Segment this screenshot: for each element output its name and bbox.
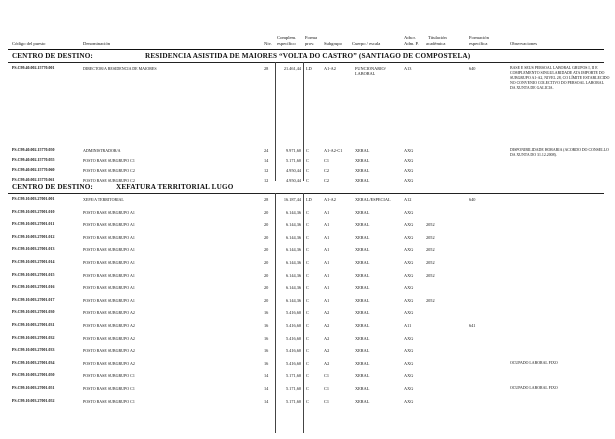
level: 14 [264,158,269,163]
admin-assignment: AXG [404,336,414,341]
position-denomination: DIRECTOR/A RESIDENCIA DE MAIORES [83,66,157,71]
position-denomination: POSTO BASE SUBGRUPO A1 [83,247,135,252]
position-denomination: POSTO BASE SUBGRUPO A1 [83,285,135,290]
position-denomination: POSTO BASE SUBGRUPO A2 [83,336,135,341]
subgroup: A1 [324,273,330,278]
admin-assignment: AXG [404,222,414,227]
corps-scale: XERAL [355,178,370,183]
provision-form: C [306,399,309,404]
level: 20 [264,260,269,265]
table-row [0,222,615,232]
subgroup: C1 [324,399,330,404]
position-code: PS.C99.10.003.27001.017 [12,298,55,302]
level: 24 [264,148,269,153]
corps-scale: XERAL [355,323,370,328]
position-code: PS.C99.10.003.27001.012 [12,235,55,239]
col-header-observaciones: Observaciones [510,41,538,46]
position-denomination: POSTO BASE SUBGRUPO A1 [83,273,135,278]
specific-complement: 6.144,36 [285,247,301,252]
provision-form: C [306,373,309,378]
position-code: PS.C99.10.003.27001.016 [12,285,55,289]
table-row [0,158,615,168]
level: 20 [264,247,269,252]
position-code: PS.C99.40.002.15770.050 [12,148,55,152]
col-header-forma-1: Forma [305,35,317,40]
corps-scale: FUNCIONARIO/ LABORAL [355,66,386,76]
admin-assignment: AXG [404,260,414,265]
specific-complement: 5.416,60 [285,361,301,366]
position-denomination: POSTO BASE SUBGRUPO C1 [83,399,135,404]
col-header-titulacion-2: académica [426,41,446,46]
admin-assignment: AXG [404,210,414,215]
specific-complement: 5.171,60 [285,373,301,378]
table-row [0,361,615,371]
level: 20 [264,235,269,240]
subgroup: A1 [324,235,330,240]
corps-scale: XERAL [355,260,370,265]
specific-complement: 5.171,60 [285,386,301,391]
corps-scale: XERAL [355,298,370,303]
admin-assignment: AXG [404,399,414,404]
subgroup: C1 [324,386,330,391]
level: 28 [264,66,269,71]
level: 16 [264,348,269,353]
position-denomination: POSTO BASE SUBGRUPO C1 [83,158,135,163]
column-separator [303,62,304,181]
specific-complement: 6.144,36 [285,235,301,240]
admin-assignment: AXG [404,148,414,153]
corps-scale: XERAL [355,285,370,290]
table-row [0,247,615,257]
position-code: PS.C99.10.003.27001.013 [12,247,55,251]
table-row [0,285,615,295]
position-denomination: ADMINISTRADOR/A [83,148,121,153]
col-header-corpo: Cuerpo / escala [352,41,381,46]
corps-scale: XERAL [355,168,370,173]
observations: OCUPADO LABORAL FIXO [510,361,558,365]
subgroup: A2 [324,310,330,315]
admin-assignment: AXG [404,361,414,366]
header-rule [8,49,604,50]
position-denomination: POSTO BASE SUBGRUPO A1 [83,210,135,215]
position-code: PS.C99.10.003.27001.033 [12,348,55,352]
specific-complement: 16.187,44 [283,197,301,202]
position-code: PS.C99.10.003.27001.034 [12,361,55,365]
level: 16 [264,310,269,315]
level: 14 [264,399,269,404]
position-code: PS.C99.40.002.15770.001 [12,66,55,70]
col-header-forma-2: prov. [305,41,315,46]
level: 28 [264,197,269,202]
corps-scale: XERAL [355,222,370,227]
position-code: PS.C99.10.003.27001.031 [12,323,55,327]
table-row [0,386,615,396]
observations: DISPONIBILIDADE HORARIA (ACORDO DO CONSELLO DA XUNTA DO 31.12.2008). [510,148,609,157]
level: 12 [264,168,269,173]
position-denomination: POSTO BASE SUBGRUPO A1 [83,235,135,240]
table-row [0,235,615,245]
subgroup: A1-A2 [324,66,336,71]
provision-form: C [306,168,309,173]
admin-assignment: AXG [404,310,414,315]
position-denomination: POSTO BASE SUBGRUPO C2 [83,178,135,183]
specific-complement: 6.144,36 [285,285,301,290]
provision-form: C [306,310,309,315]
provision-form: C [306,260,309,265]
col-header-denominacion: Denominación [83,41,111,46]
admin-assignment: A12 [404,197,412,202]
level: 16 [264,361,269,366]
corps-scale: XERAL [355,373,370,378]
provision-form: C [306,361,309,366]
position-code: PS.C99.10.003.27001.011 [12,222,55,226]
table-row [0,310,615,320]
level: 16 [264,336,269,341]
level: 20 [264,285,269,290]
provision-form: C [306,178,309,183]
col-header-subgrupo: Subgrupo [324,41,342,46]
col-header-complem-1: Complem. [277,35,297,40]
subgroup: A1 [324,222,330,227]
subgroup: A1 [324,285,330,290]
table-row [0,148,615,158]
admin-assignment: AXG [404,235,414,240]
corps-scale: XERAL [355,210,370,215]
subgroup: A2 [324,361,330,366]
position-code: PS.C99.10.003.27001.051 [12,386,55,390]
admin-assignment: AXG [404,298,414,303]
admin-assignment: AXG [404,348,414,353]
specific-complement: 5.416,60 [285,323,301,328]
subgroup: A1 [324,298,330,303]
col-header-codigo: Código del puesto [12,41,46,46]
table-row [0,260,615,270]
position-code: PS.C99.10.003.27001.010 [12,210,55,214]
specific-complement: 5.416,60 [285,348,301,353]
corps-scale: XERAL [355,310,370,315]
academic-degree: 2052 [426,273,435,278]
observations: BASE E SEUS PERSOAL LABORAL GRUPOS I, II E COMPLEMENTO SINGULARIDADE ATA IMPORTE DO SUBGRUPO A1-A2, NIVEL 28, CO LÍMITE ESTABLECIDO NO CONVENIO COLECTIVO DO PERSOAL LABORAL DA XUNTA DE GALICIA. [510,66,610,90]
specific-complement: 5.171,60 [285,399,301,404]
specific-complement: 4.950,44 [285,168,301,173]
subgroup: A1 [324,247,330,252]
col-header-complem-2: específico [277,41,296,46]
level: 14 [264,386,269,391]
specific-training: 641 [469,323,476,328]
section-2-label: CENTRO DE DESTINO: [12,183,93,191]
table-row [0,168,615,178]
position-denomination: POSTO BASE SUBGRUPO A2 [83,348,135,353]
column-separator [303,193,304,433]
admin-assignment: AXG [404,158,414,163]
position-code: PS.C99.10.003.27001.015 [12,273,55,277]
subgroup: A1 [324,210,330,215]
subgroup: C1 [324,158,330,163]
table-row [0,348,615,358]
provision-form: C [306,386,309,391]
academic-degree: 2052 [426,247,435,252]
level: 20 [264,222,269,227]
position-denomination: POSTO BASE SUBGRUPO A2 [83,361,135,366]
col-header-adscr-2: Adm. P. [404,41,419,46]
section-1-label: CENTRO DE DESTINO: [12,52,93,60]
level: 20 [264,210,269,215]
academic-degree: 2052 [426,235,435,240]
level: 14 [264,373,269,378]
corps-scale: XERAL [355,235,370,240]
column-separator [275,193,276,433]
position-code: PS.C99.10.003.27001.001 [12,197,55,201]
admin-assignment: AXG [404,178,414,183]
table-row [0,210,615,220]
corps-scale: XERAL/ESPECIAL [355,197,391,202]
col-header-titulacion-1: Titulación [428,35,447,40]
corps-scale: XERAL [355,348,370,353]
specific-complement: 6.144,36 [285,273,301,278]
provision-form: C [306,235,309,240]
subgroup: A2 [324,323,330,328]
provision-form: C [306,285,309,290]
subgroup: A1-A2 [324,197,336,202]
position-code: PS.C99.40.002.15770.060 [12,168,55,172]
table-row [0,336,615,346]
subgroup: A2 [324,348,330,353]
provision-form: C [306,247,309,252]
position-denomination: POSTO BASE SUBGRUPO A2 [83,323,135,328]
level: 20 [264,273,269,278]
position-code: PS.C99.10.003.27001.032 [12,336,55,340]
admin-assignment: A11 [404,323,412,328]
admin-assignment: AXG [404,247,414,252]
corps-scale: XERAL [355,336,370,341]
specific-complement: 5.171,60 [285,158,301,163]
provision-form: C [306,273,309,278]
provision-form: C [306,348,309,353]
admin-assignment: AXG [404,168,414,173]
observations: OCUPADO LABORAL FIXO [510,386,558,390]
position-code: PS.C99.10.003.27001.014 [12,260,55,264]
corps-scale: XERAL [355,247,370,252]
specific-complement: 4.950,44 [285,178,301,183]
admin-assignment: AXG [404,273,414,278]
position-code: PS.C99.10.003.27001.030 [12,310,55,314]
specific-complement: 6.144,36 [285,222,301,227]
corps-scale: XERAL [355,273,370,278]
table-row [0,373,615,383]
specific-training: 640 [469,66,476,71]
position-denomination: POSTO BASE SUBGRUPO A1 [83,298,135,303]
specific-complement: 21.461,44 [283,66,301,71]
subgroup: C2 [324,168,330,173]
table-row [0,66,615,90]
specific-training: 640 [469,197,476,202]
table-row [0,197,615,207]
position-code: PS.C99.10.003.27001.052 [12,399,55,403]
position-denomination: POSTO BASE SUBGRUPO C2 [83,168,135,173]
admin-assignment: AXG [404,373,414,378]
position-denomination: POSTO BASE SUBGRUPO A1 [83,222,135,227]
subgroup: A1 [324,260,330,265]
provision-form: LD [306,197,312,202]
subgroup: C1 [324,373,330,378]
admin-assignment: AXG [404,386,414,391]
specific-complement: 5.416,60 [285,310,301,315]
corps-scale: XERAL [355,148,370,153]
table-row [0,399,615,409]
subgroup: C2 [324,178,330,183]
provision-form: C [306,336,309,341]
admin-assignment: AXG [404,285,414,290]
position-denomination: XEFE/A TERRITORIAL [83,197,124,202]
provision-form: C [306,210,309,215]
level: 12 [264,178,269,183]
section-2-name: XEFATURA TERRITORIAL LUGO [116,183,234,191]
position-code: PS.C99.10.003.27001.050 [12,373,55,377]
provision-form: C [306,323,309,328]
col-header-formacion-2: específica [469,41,488,46]
position-code: PS.C99.40.002.15770.055 [12,158,55,162]
academic-degree: 2052 [426,298,435,303]
position-denomination: POSTO BASE SUBGRUPO A1 [83,260,135,265]
position-denomination: POSTO BASE SUBGRUPO C1 [83,386,135,391]
corps-scale: XERAL [355,158,370,163]
position-code: PS.C99.40.002.15770.061 [12,178,55,182]
section-2-rule [8,193,604,194]
subgroup: A1-A2-C1 [324,148,343,153]
table-row [0,298,615,308]
provision-form: C [306,148,309,153]
specific-complement: 6.144,36 [285,210,301,215]
section-1-name: RESIDENCIA ASISTIDA DE MAIORES “VOLTA DO CASTRO” (SANTIAGO DE COMPOSTELA) [145,52,471,60]
position-denomination: POSTO BASE SUBGRUPO C1 [83,373,135,378]
specific-complement: 6.144,36 [285,260,301,265]
level: 16 [264,323,269,328]
section-1-rule [8,62,604,63]
provision-form: C [306,298,309,303]
col-header-formacion-1: Formación [469,35,489,40]
provision-form: LD [306,66,312,71]
position-denomination: POSTO BASE SUBGRUPO A2 [83,310,135,315]
col-header-nivel: Niv. [264,41,272,46]
subgroup: A2 [324,336,330,341]
provision-form: C [306,158,309,163]
table-row [0,323,615,333]
col-header-adscr-1: Adscr. [404,35,416,40]
corps-scale: XERAL [355,399,370,404]
academic-degree: 2052 [426,260,435,265]
provision-form: C [306,222,309,227]
specific-complement: 5.416,60 [285,336,301,341]
corps-scale: XERAL [355,386,370,391]
admin-assignment: A13 [404,66,412,71]
corps-scale: XERAL [355,361,370,366]
specific-complement: 9.971,60 [285,148,301,153]
level: 20 [264,298,269,303]
academic-degree: 2052 [426,222,435,227]
column-separator [275,62,276,181]
table-row [0,273,615,283]
specific-complement: 6.144,36 [285,298,301,303]
